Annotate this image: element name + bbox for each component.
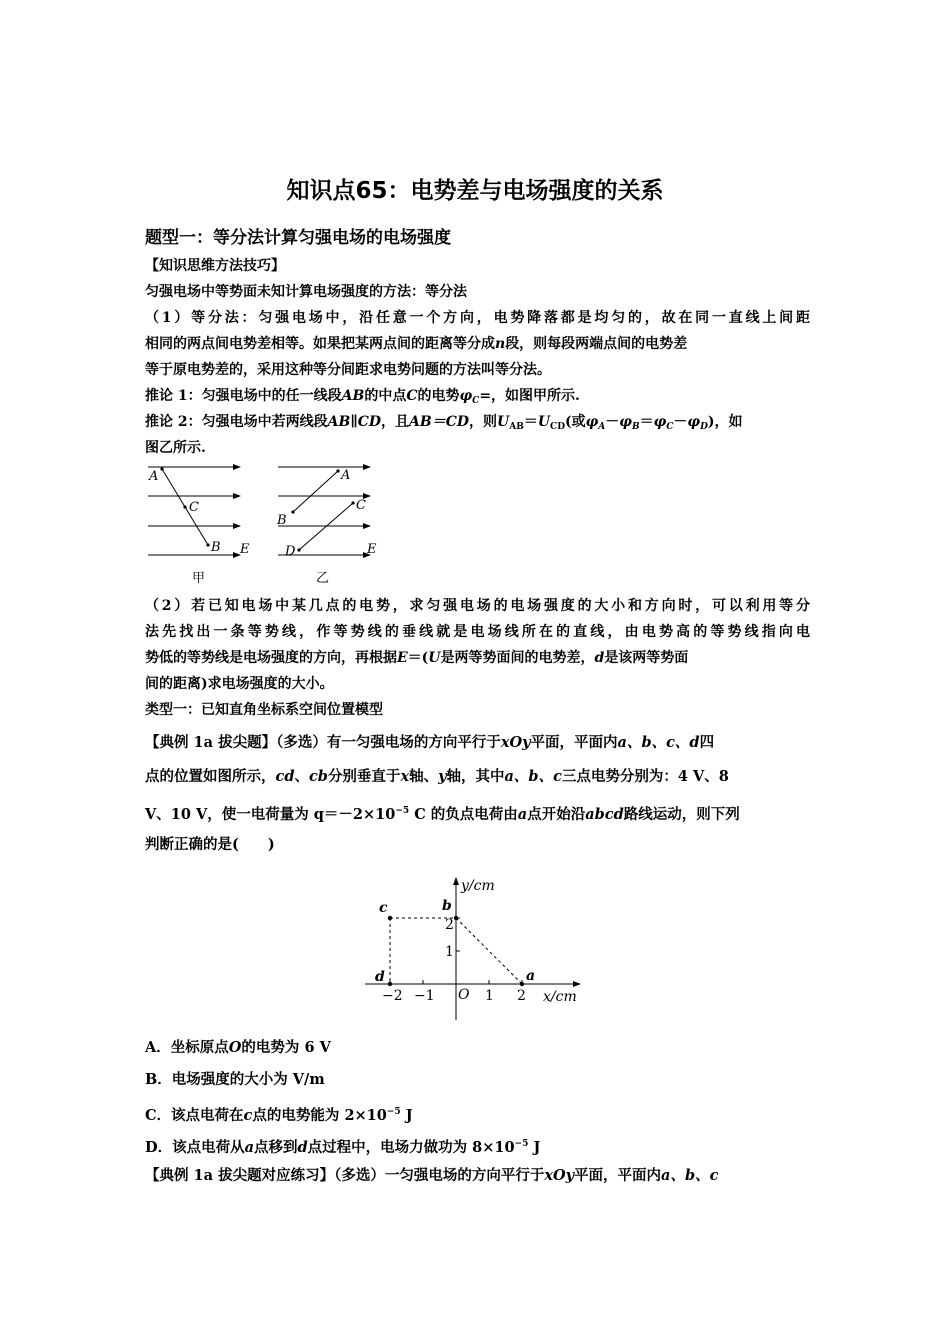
label-a: a <box>526 968 536 984</box>
label-b: b <box>442 898 452 914</box>
label-d: d <box>375 969 385 985</box>
y-tick-2: 2 <box>445 917 454 933</box>
jia-label-a: A <box>149 469 159 484</box>
section-title: 题型一：等分法计算匀强电场的电场强度 <box>145 228 451 248</box>
method-intro: 匀强电场中等势面未知计算电场强度的方法：等分法 <box>145 284 467 300</box>
jia-label-c: C <box>189 500 199 515</box>
coordinate-figure <box>360 872 600 1022</box>
method2-line3: 势低的等势线是电场强度的方向，再根据E＝(U是两等势面间的电势差，d是该两等势面 <box>145 650 689 666</box>
y-tick-1: 1 <box>445 944 454 960</box>
x-tick-neg1: −1 <box>414 988 435 1004</box>
choice-d[interactable]: D．该点电荷从a点移到d点过程中，电场力做功为 $8\times 10^{-5}$ J <box>145 1139 541 1156</box>
example-line2: 点的位置如图所示，cd、cb分别垂直于x轴、y轴，其中a、b、c三点电势分别为：4 V、8 <box>145 768 729 785</box>
yi-label-d: D <box>285 544 296 559</box>
example-line4: 判断正确的是( ) <box>145 836 275 853</box>
x-tick-neg2: −2 <box>382 988 403 1004</box>
yi-label-a: A <box>341 468 351 483</box>
yi-segment-ab <box>293 471 338 512</box>
y-axis-label: y/cm <box>461 878 495 894</box>
inference2-line1: 推论 2：匀强电场中若两线段AB∥CD，且AB＝CD，则$U_{AB}=U_{CD}$(或$\varphi_A-\varphi_B=\varphi_C-\varphi_D$)，如 <box>145 414 743 432</box>
example-line3: V、10 V，使一电荷量为 $q=-2\times 10^{-5}$ C 的负点电荷由a点开始沿abcd路线运动，则下列 <box>145 806 740 823</box>
method2-block <box>145 593 810 723</box>
type1-heading: 类型一：已知直角坐标系空间位置模型 <box>145 702 383 718</box>
yi-label-c: C <box>356 498 366 513</box>
choice-c[interactable]: C．该点电荷在c点的电势能为 $2\times 10^{-5}$ J <box>145 1107 413 1124</box>
inference1: 推论 1：匀强电场中的任一线段AB的中点C的电势$\varphi_C=$，如图甲所示. <box>145 388 580 406</box>
origin-label: O <box>458 987 470 1003</box>
choice-a[interactable]: A．坐标原点O的电势为 6 V <box>145 1039 331 1056</box>
page-title: 知识点65：电势差与电场强度的关系 <box>286 178 664 204</box>
yi-label-e: E <box>367 542 377 557</box>
point-a <box>520 982 524 986</box>
figures-jia-yi <box>140 458 390 588</box>
jia-label-b: B <box>211 540 221 555</box>
jia-caption: 甲 <box>192 571 206 586</box>
choices-block <box>145 1032 810 1192</box>
example-block <box>145 726 810 862</box>
yi-label-b: B <box>277 513 287 528</box>
inference2-line2: 图乙所示. <box>145 440 206 456</box>
point-d <box>388 982 392 986</box>
method1-line2: 相同的两点间电势差相等。如果把某两点间的距离等分成n段，则每段两端点间的电势差 <box>145 336 688 352</box>
yi-caption: 乙 <box>316 571 330 586</box>
point-b <box>454 916 458 920</box>
choice-b[interactable]: B．电场强度的大小为 V/m <box>145 1071 325 1088</box>
x-tick-2: 2 <box>517 988 526 1004</box>
method1-line1: （1）等分法：匀强电场中，沿任意一个方向，电势降落都是均匀的，故在同一直线上间距 <box>145 310 810 326</box>
x-tick-1: 1 <box>485 988 494 1004</box>
method2-line4: 间的距离)求电场强度的大小。 <box>145 676 334 692</box>
method-heading: 【知识思维方法技巧】 <box>145 258 285 274</box>
point-c <box>388 916 392 920</box>
practice-line: 【典例 1a 拔尖题对应练习】（多选）一匀强电场的方向平行于xOy平面，平面内a、b、c <box>145 1167 719 1184</box>
x-axis-label: x/cm <box>543 989 577 1005</box>
example-line1: 【典例 1a 拔尖题】（多选）有一匀强电场的方向平行于xOy平面，平面内a、b、c、d四 <box>145 734 715 751</box>
method-block <box>145 253 810 461</box>
jia-label-e: E <box>240 542 250 557</box>
method2-line2: 法先找出一条等势线，作等势线的垂线就是电场线所在的直线，由电势高的等势线指向电 <box>145 624 810 640</box>
method2-line1: （2）若已知电场中某几点的电势，求匀强电场的电场强度的大小和方向时，可以利用等分 <box>145 598 810 614</box>
label-c: c <box>379 900 388 916</box>
method1-line3: 等于原电势差的，采用这种等分间距求电势问题的方法叫等分法。 <box>145 362 551 378</box>
